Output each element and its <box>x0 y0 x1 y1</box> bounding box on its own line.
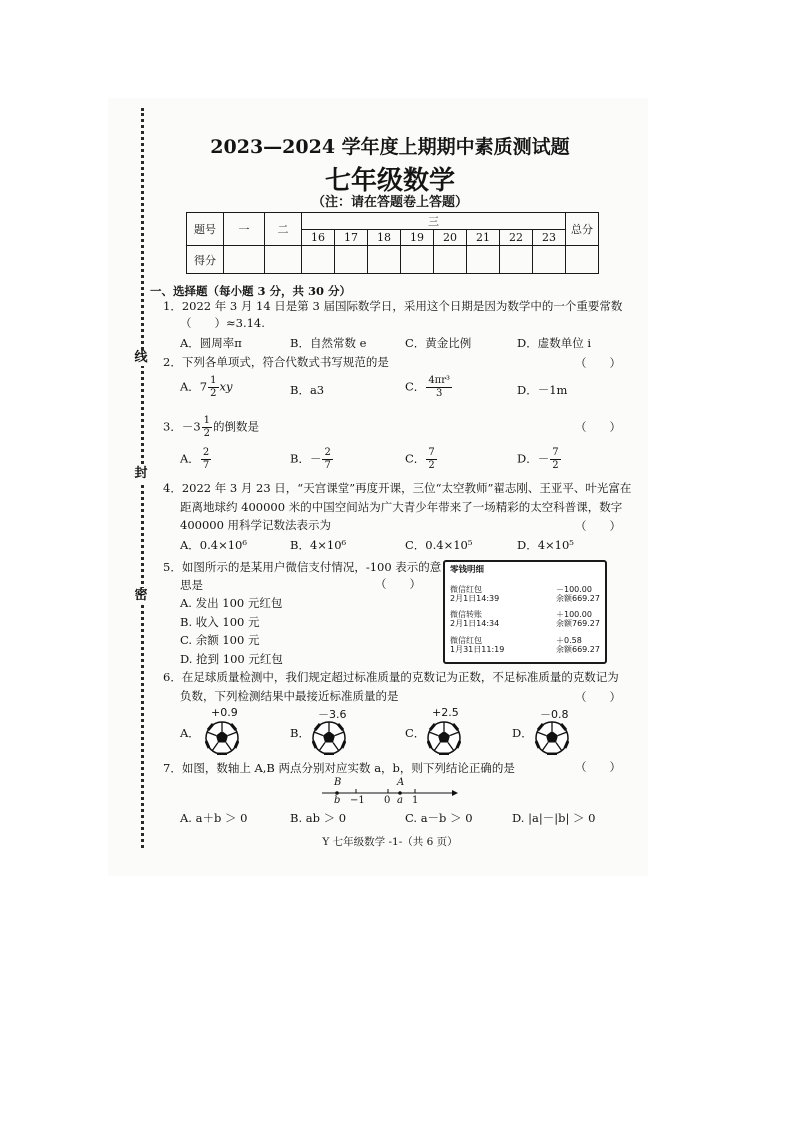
q3-c-prefix: C． <box>405 451 426 466</box>
wechat-row-1-time: 2月1日14:39 <box>450 594 500 603</box>
score-cell <box>302 246 335 274</box>
q2-option-a-prefix: A．7 <box>180 379 208 394</box>
wechat-row-1-balance: 余额669.27 <box>556 594 600 603</box>
q3-denominator: 2 <box>203 428 211 439</box>
q1-option-a: A．圆周率π <box>180 336 242 350</box>
wechat-row-2-name: 微信转账 <box>450 610 482 619</box>
q5-stem-line1: 5．如图所示的是某用户微信支付情况，-100 表示的意 <box>163 560 442 574</box>
soccer-ball-icon <box>535 721 569 755</box>
q4-option-d: D．4×10⁵ <box>517 538 574 552</box>
q3-a-fraction <box>201 447 211 472</box>
wechat-row-2-balance: 余额769.27 <box>556 619 600 628</box>
wechat-row-1-name: 微信红包 <box>450 585 482 594</box>
q5-stem-line2: 思是 <box>180 578 203 592</box>
binding-char-xian: 线 <box>132 350 150 366</box>
q3-stem-suffix: 的倒数是 <box>213 419 260 434</box>
q2-option-b: B．a3 <box>290 383 325 397</box>
wechat-row-2-left <box>450 610 499 628</box>
q5-option-c: C. 余额 100 元 <box>180 633 260 647</box>
q7-answer-paren: （ ） <box>575 760 621 774</box>
wechat-row-3-amount: ＋0.58 <box>556 636 582 645</box>
q6-option-d-value: －0.8 <box>540 708 569 721</box>
q6-option-b-value: －3.6 <box>318 708 347 721</box>
score-cell <box>368 246 401 274</box>
score-table-total-label: 总分 <box>566 213 599 246</box>
wechat-title: 零钱明细 <box>450 565 485 575</box>
soccer-ball-icon <box>205 721 239 755</box>
q2-option-d: D．－1m <box>517 383 568 397</box>
q2-answer-paren: （ ） <box>575 356 621 370</box>
q2-option-a <box>180 375 232 400</box>
q6-option-b-label: B． <box>290 726 310 740</box>
q2-option-c-prefix: C． <box>405 379 426 394</box>
wechat-row-3-right <box>556 636 600 654</box>
q4-answer-paren: （ ） <box>575 519 621 533</box>
q5-option-b: B. 收入 100 元 <box>180 615 260 629</box>
q3-a-numerator: 2 <box>202 447 210 458</box>
q3-numerator: 1 <box>203 415 211 426</box>
q2-c-numerator: 4πr³ <box>428 375 451 386</box>
binding-char-mi: 密 <box>132 588 150 604</box>
score-cell <box>566 246 599 274</box>
tick-label-neg1: −1 <box>350 795 365 806</box>
wechat-row-3-name: 微信红包 <box>450 636 482 645</box>
subject-title: 七年级数学 <box>324 166 455 196</box>
q3-b-fraction <box>322 447 332 472</box>
q6-answer-paren: （ ） <box>575 690 621 704</box>
q3-b-numerator: 2 <box>324 447 331 458</box>
q5-answer-paren: （ ） <box>375 577 421 591</box>
score-table-sub-18: 18 <box>368 230 401 246</box>
q6-stem-line2: 负数，下列检测结果中最接近标准质量的是 <box>180 689 399 703</box>
q1-option-d: D．虚数单位 i <box>517 336 592 350</box>
q1-stem-line2: （ ）≈3.14. <box>180 316 265 330</box>
score-cell <box>533 246 566 274</box>
wechat-statement-figure <box>443 560 607 664</box>
q5-option-d: D. 抢到 100 元红包 <box>180 652 283 666</box>
q3-a-prefix: A． <box>180 451 200 466</box>
wechat-row-3-time: 1月31日11:19 <box>450 645 505 654</box>
wechat-row-2-right <box>556 610 600 628</box>
score-table-sub-16: 16 <box>302 230 335 246</box>
q3-b-prefix: B．－ <box>290 451 322 466</box>
wechat-row-1 <box>450 585 600 605</box>
q6-option-c-label: C． <box>405 726 426 740</box>
score-cell <box>224 246 265 274</box>
score-table-header-label: 题号 <box>187 213 224 246</box>
exam-title: 2023—2024 学年度上期期中素质测试题 <box>210 136 570 158</box>
wechat-row-1-left <box>450 585 499 603</box>
q3-c-numerator: 7 <box>428 447 435 458</box>
q2-a-denominator: 2 <box>210 388 217 399</box>
score-table-section-3: 三 <box>302 213 566 230</box>
number-line-figure <box>320 777 460 810</box>
q6-option-d-label: D． <box>512 726 533 740</box>
page-footer: Y 七年级数学 -1-（共 6 页） <box>322 836 458 848</box>
soccer-ball-icon <box>427 721 461 755</box>
point-a-label: A <box>397 777 405 788</box>
point-a-var: a <box>397 795 403 806</box>
q1-option-c: C．黄金比例 <box>405 336 472 350</box>
q7-option-d: D. |a|－|b| ＞ 0 <box>512 811 596 825</box>
score-cell <box>335 246 368 274</box>
wechat-row-2-time: 2月1日14:34 <box>450 619 500 628</box>
wechat-row-2 <box>450 610 600 630</box>
wechat-row-3 <box>450 636 600 656</box>
score-cell <box>265 246 302 274</box>
wechat-row-1-right <box>556 585 600 603</box>
q1-stem-line1: 1．2022 年 3 月 14 日是第 3 届国际数学日，采用这个日期是因为数学中的一个重要常数 <box>163 299 623 313</box>
point-b-label: B <box>334 777 342 788</box>
wechat-row-3-left <box>450 636 504 654</box>
q3-c-denominator: 2 <box>428 460 435 471</box>
q3-option-d <box>517 447 562 472</box>
wechat-row-3-balance: 余额669.27 <box>556 645 600 654</box>
q3-stem-fraction <box>202 415 212 440</box>
q7-option-c: C. a－b ＞ 0 <box>405 811 473 825</box>
score-cell <box>500 246 533 274</box>
score-cell <box>467 246 500 274</box>
wechat-row-1-amount: －100.00 <box>556 585 592 594</box>
q3-c-fraction <box>426 447 436 472</box>
tick-label-1: 1 <box>412 795 419 806</box>
score-table-sub-20: 20 <box>434 230 467 246</box>
score-cell <box>434 246 467 274</box>
q4-stem-line1: 4．2022 年 3 月 23 日，“天宫课堂”再度开课，三位“太空教师”翟志刚、王亚平、叶光富在 <box>163 481 632 495</box>
score-table-sub-23: 23 <box>533 230 566 246</box>
score-table <box>186 212 599 274</box>
score-table-sub-19: 19 <box>401 230 434 246</box>
q3-option-c <box>405 447 438 472</box>
q2-c-denominator: 3 <box>435 388 443 399</box>
q3-answer-paren: （ ） <box>575 420 621 434</box>
section-1-title: 一、选择题（每小题 3 分，共 30 分） <box>150 284 352 298</box>
q7-option-a: A. a＋b ＞ 0 <box>180 811 248 825</box>
q2-a-numerator: 1 <box>210 375 217 386</box>
binding-char-feng: 封 <box>132 466 150 482</box>
q3-a-denominator: 7 <box>202 460 210 471</box>
q2-option-c <box>405 375 453 400</box>
q2-option-a-suffix: xy <box>219 379 233 394</box>
score-cell <box>401 246 434 274</box>
q2-stem: 2．下列各单项式，符合代数式书写规范的是 <box>163 355 389 369</box>
score-table-sub-17: 17 <box>335 230 368 246</box>
point-b-var: b <box>334 795 341 806</box>
q3-option-a <box>180 447 212 472</box>
wechat-row-2-amount: ＋100.00 <box>556 610 592 619</box>
score-table-sub-22: 22 <box>500 230 533 246</box>
tick-label-0: 0 <box>384 795 391 806</box>
q4-option-a: A．0.4×10⁶ <box>180 538 247 552</box>
q7-stem: 7．如图，数轴上 A,B 两点分别对应实数 a，b，则下列结论正确的是 <box>163 761 515 775</box>
q7-option-b: B. ab ＞ 0 <box>290 811 347 825</box>
q3-b-denominator: 7 <box>324 460 331 471</box>
q3-d-denominator: 2 <box>552 460 559 471</box>
q2-option-a-fraction <box>208 375 218 400</box>
score-table-section-2: 二 <box>265 213 302 246</box>
q3-d-numerator: 7 <box>552 447 559 458</box>
score-table-sub-21: 21 <box>467 230 500 246</box>
q4-stem-line3: 400000 用科学记数法表示为 <box>180 518 332 532</box>
q1-option-b: B．自然常数 e <box>290 336 367 350</box>
q6-option-a-value: +0.9 <box>211 706 238 719</box>
q6-option-c-value: +2.5 <box>432 706 459 719</box>
q5-option-a: A. 发出 100 元红包 <box>180 596 283 610</box>
q3-stem <box>163 415 259 440</box>
q3-option-b <box>290 447 334 472</box>
q2-option-c-fraction <box>426 375 452 400</box>
score-table-section-1: 一 <box>224 213 265 246</box>
answer-note: （注：请在答题卷上答题） <box>311 195 468 210</box>
q3-stem-prefix: 3．－3 <box>163 419 201 434</box>
score-table-score-label: 得分 <box>187 246 224 274</box>
q4-stem-line2: 距离地球约 400000 米的中国空间站为广大青少年带来了一场精彩的太空科普课，数字 <box>180 500 623 514</box>
q6-option-a-label: A． <box>180 726 200 740</box>
q4-option-b: B．4×10⁶ <box>290 538 347 552</box>
q6-stem-line1: 6．在足球质量检测中，我们规定超过标准质量的克数记为正数，不足标准质量的克数记为 <box>163 670 619 684</box>
q3-d-fraction <box>550 447 560 472</box>
soccer-ball-icon <box>312 721 346 755</box>
q4-option-c: C．0.4×10⁵ <box>405 538 473 552</box>
q3-d-prefix: D．－ <box>517 451 550 466</box>
